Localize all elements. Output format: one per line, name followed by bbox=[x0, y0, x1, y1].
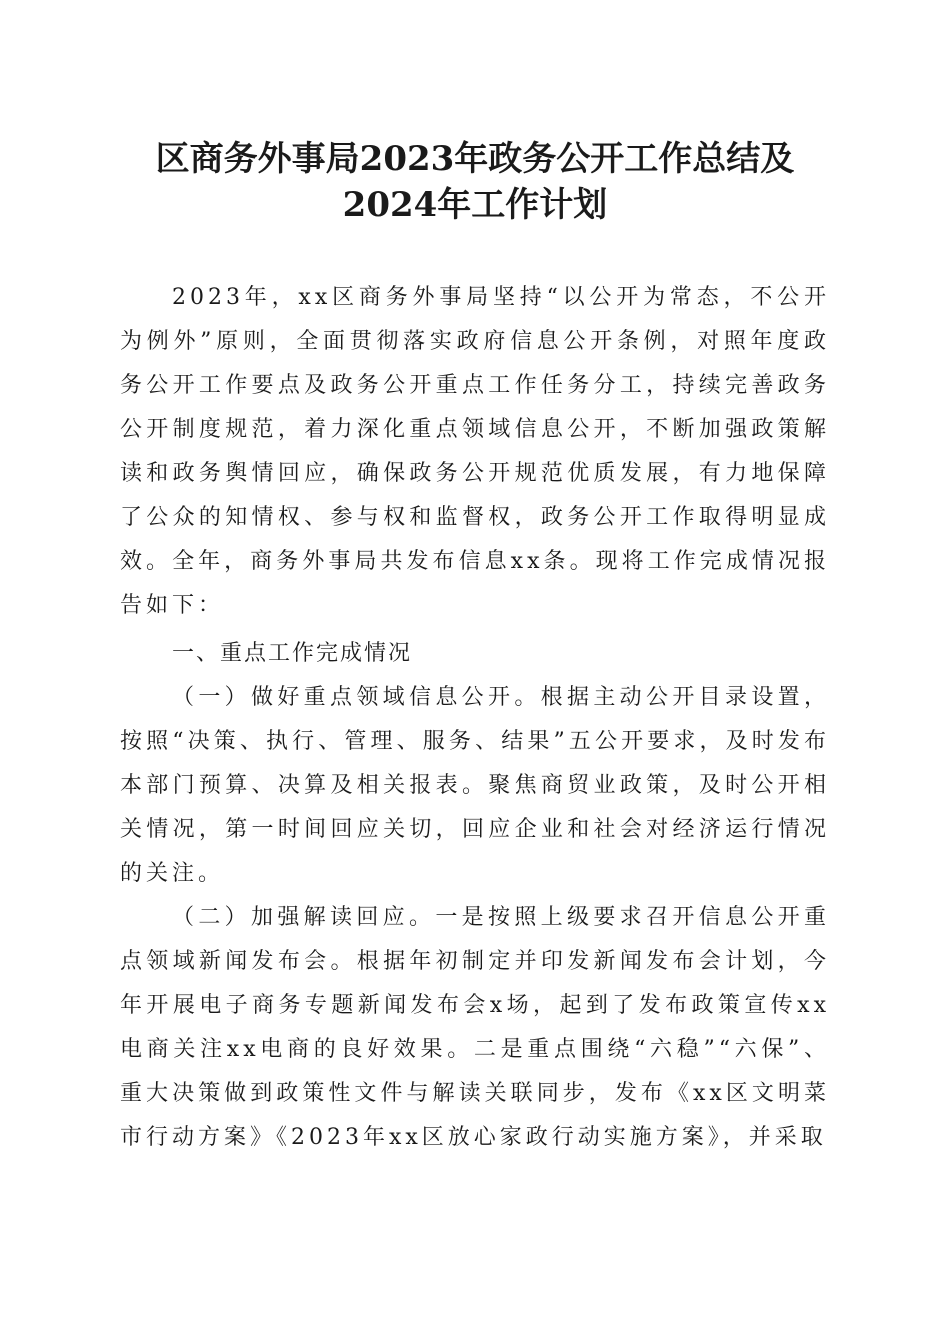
item-2-lead: （二）加强解读回应。 bbox=[172, 905, 436, 930]
section-heading-1: 一、重点工作完成情况 bbox=[172, 641, 413, 666]
item-2-body: 一是按照上级要求召开信息公开重点领域新闻发布会。根据年初制定并印发新闻发布会计划，今年开展电子商务专题新闻发布会x场，起到了发布政策宣传xx电商关注xx电商的良好效果。二是重点围绕“六稳”“六保”、重大决策做到政策性文件与解读关联同步，发布《xx区文明菜市行动方案》《2023年xx区放心家政行动实施方案》，并采取 bbox=[120, 905, 830, 1150]
document-title-line-2: 2024年工作计划 bbox=[342, 185, 608, 225]
document-title-line-1: 区商务外事局2023年政务公开工作总结及 bbox=[155, 139, 795, 179]
item-1-lead: （一）做好重点领域信息公开。 bbox=[172, 685, 541, 710]
item-1-paragraph bbox=[120, 676, 830, 896]
item-1-body: 根据主动公开目录设置，按照“决策、执行、管理、服务、结果”五公开要求，及时发布本部门预算、决算及相关报表。聚焦商贸业政策，及时公开相关情况，第一时间回应关切，回应企业和社会对经济运行情况的关注。 bbox=[120, 685, 830, 886]
intro-paragraph: 2023年，xx区商务外事局坚持“以公开为常态，不公开为例外”原则，全面贯彻落实政府信息公开条例，对照年度政务公开工作要点及政务公开重点工作任务分工，持续完善政务公开制度规范，着力深化重点领域信息公开，不断加强政策解读和政务舆情回应，确保政务公开规范优质发展，有力地保障了公众的知情权、参与权和监督权，政务公开工作取得明显成效。全年，商务外事局共发布信息xx条。现将工作完成情况报告如下： bbox=[120, 285, 830, 618]
item-2-paragraph bbox=[120, 896, 830, 1160]
